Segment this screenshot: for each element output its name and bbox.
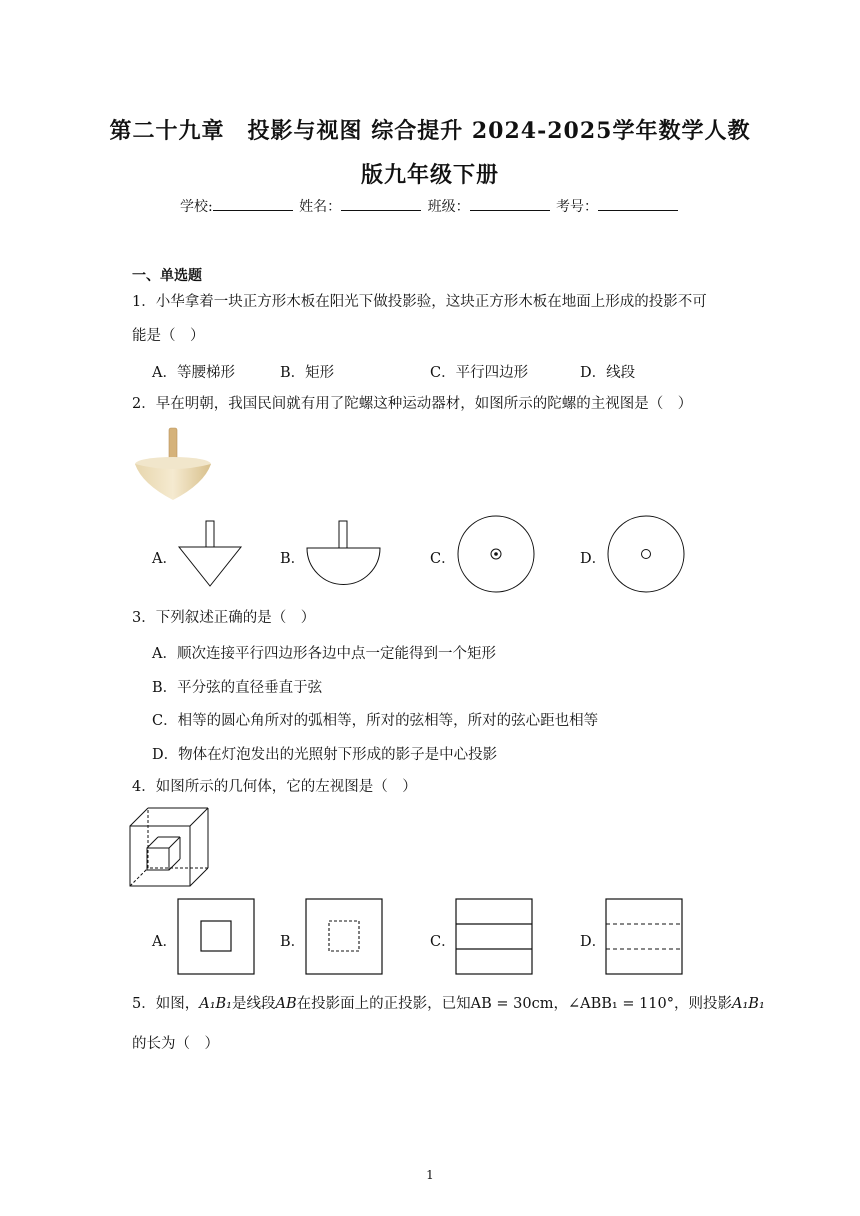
class-label: 班级： bbox=[427, 199, 470, 215]
q5-ab: AB bbox=[275, 996, 297, 1012]
geometric-solid-figure bbox=[128, 806, 212, 890]
q1-text-line2: 能是（ ） bbox=[132, 328, 205, 344]
q2-option-d-figure[interactable] bbox=[604, 514, 688, 598]
q5-eq2: ∠ABB₁ = 110° bbox=[567, 996, 675, 1012]
q4-option-d-figure[interactable] bbox=[604, 897, 686, 977]
q5-mid3: ，则投影 bbox=[674, 996, 733, 1012]
q5-a1b1-2: A₁B₁ bbox=[732, 996, 765, 1012]
class-blank[interactable] bbox=[470, 198, 550, 211]
q2-option-c-label[interactable]: C． bbox=[430, 551, 456, 567]
name-label: 姓名： bbox=[299, 199, 342, 215]
page-title: 第二十九章 投影与视图 综合提升 2024-2025学年数学人教 bbox=[109, 118, 751, 144]
school-blank[interactable] bbox=[213, 198, 293, 211]
q3-text: 3．下列叙述正确的是（ ） bbox=[132, 610, 316, 626]
q1-option-b[interactable]: B．矩形 bbox=[280, 365, 335, 381]
exam-no-label: 考号： bbox=[556, 199, 599, 215]
q1-option-c[interactable]: C．平行四边形 bbox=[430, 365, 529, 381]
q5-a1b1: A₁B₁ bbox=[199, 996, 232, 1012]
page-title-line2: 版九年级下册 bbox=[360, 162, 499, 188]
q3-option-c[interactable]: C．相等的圆心角所对的弧相等，所对的弦相等，所对的弦心距也相等 bbox=[152, 713, 599, 729]
page-number: 1 bbox=[426, 1168, 434, 1182]
q2-option-d-label[interactable]: D． bbox=[580, 551, 607, 567]
q4-text: 4．如图所示的几何体，它的左视图是（ ） bbox=[132, 779, 417, 795]
name-blank[interactable] bbox=[341, 198, 421, 211]
q4-option-b-figure[interactable] bbox=[304, 897, 386, 977]
q5-text-line1 bbox=[132, 994, 765, 1014]
school-label: 学校: bbox=[179, 199, 213, 215]
q4-option-a-figure[interactable] bbox=[176, 897, 258, 977]
q5-mid2: 在投影面上的正投影，已知 bbox=[296, 996, 471, 1012]
q4-option-d-label[interactable]: D． bbox=[580, 934, 607, 950]
spinning-top-photo bbox=[132, 424, 212, 506]
q2-option-b-label[interactable]: B． bbox=[280, 551, 306, 567]
q5-prefix: 5．如图， bbox=[132, 996, 200, 1012]
student-info-line bbox=[0, 196, 860, 216]
q4-option-c-label[interactable]: C． bbox=[430, 934, 456, 950]
q2-option-a-figure[interactable] bbox=[176, 518, 246, 590]
q5-text-line2: 的长为（ ） bbox=[132, 1036, 219, 1052]
q2-text: 2．早在明朝，我国民间就有用了陀螺这种运动器材，如图所示的陀螺的主视图是（ ） bbox=[132, 396, 693, 412]
q1-option-d[interactable]: D．线段 bbox=[580, 365, 636, 381]
q4-option-c-figure[interactable] bbox=[454, 897, 536, 977]
q5-mid1: 是线段 bbox=[232, 996, 276, 1012]
q2-option-c-figure[interactable] bbox=[454, 514, 538, 598]
q2-option-a-label[interactable]: A． bbox=[152, 551, 177, 567]
q4-option-a-label[interactable]: A． bbox=[152, 934, 177, 950]
exam-no-blank[interactable] bbox=[598, 198, 678, 211]
q1-option-a[interactable]: A．等腰梯形 bbox=[152, 365, 235, 381]
q4-option-b-label[interactable]: B． bbox=[280, 934, 306, 950]
q2-option-b-figure[interactable] bbox=[304, 518, 384, 590]
q5-comma: ， bbox=[553, 996, 568, 1012]
q3-option-a[interactable]: A．顺次连接平行四边形各边中点一定能得到一个矩形 bbox=[152, 646, 496, 662]
section-title: 一、单选题 bbox=[132, 268, 202, 284]
q3-option-d[interactable]: D．物体在灯泡发出的光照射下形成的影子是中心投影 bbox=[152, 747, 498, 763]
q3-option-b[interactable]: B．平分弦的直径垂直于弦 bbox=[152, 680, 323, 696]
q5-eq1: AB = 30cm bbox=[470, 996, 554, 1012]
q1-text-line1: 1．小华拿着一块正方形木板在阳光下做投影验，这块正方形木板在地面上形成的投影不可 bbox=[132, 294, 707, 310]
